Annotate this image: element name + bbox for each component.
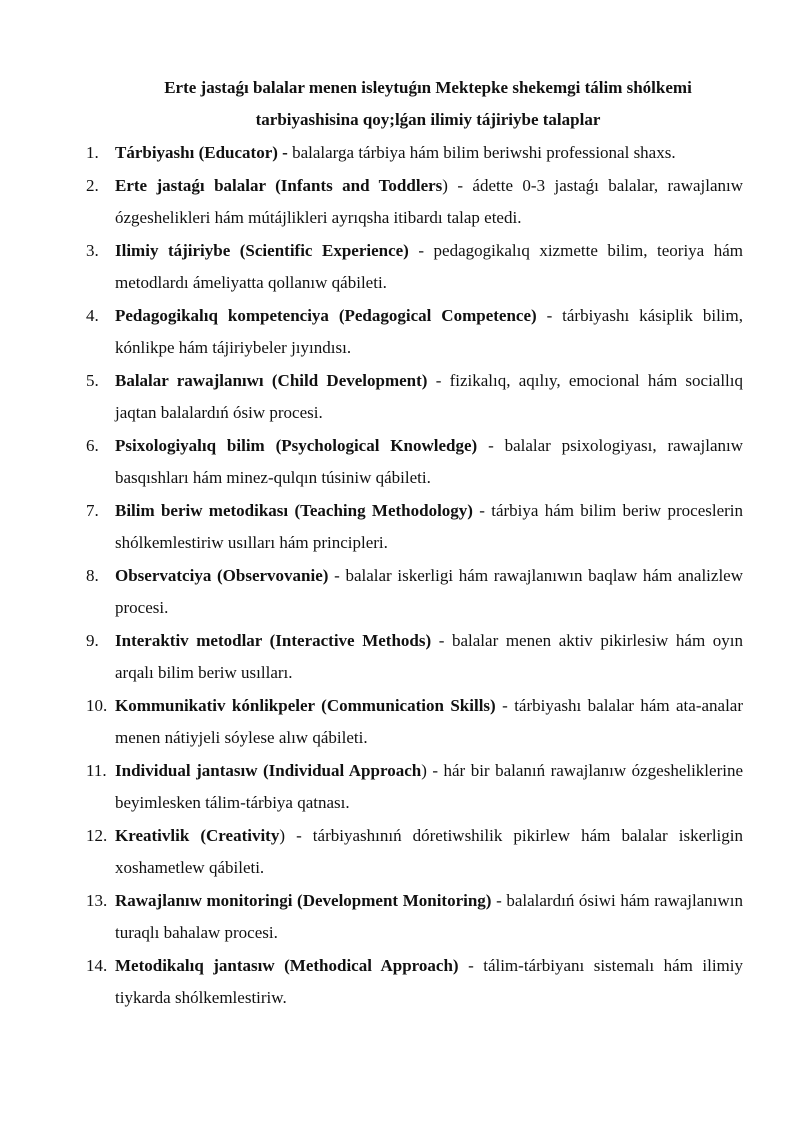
item-term: Observatciya (Observovanie) (115, 566, 329, 585)
item-term: Metodikalıq jantasıw (Methodical Approach) (115, 956, 459, 975)
list-item (0, 885, 743, 949)
item-number: 2. (86, 176, 99, 195)
item-number: 12. (86, 826, 108, 845)
item-definition: - tárbiya hám bilim beriw proceslerin shólkemlestiriw usılları hám principleri. (115, 501, 744, 552)
item-term: Bilim beriw metodikası (Teaching Methodology) (115, 501, 473, 520)
item-number: 8. (86, 566, 99, 585)
list-item (0, 560, 743, 624)
item-number: 10. (86, 696, 108, 715)
item-term: Rawajlanıw monitoringi (Development Monitoring) (115, 891, 492, 910)
item-number: 5. (86, 371, 99, 390)
title-line-2: tarbiyashisina qoy;lǵan ilimiy tájiriybe talaplar (255, 110, 601, 129)
list-item (0, 300, 743, 364)
item-definition: balalarga tárbiya hám bilim beriwshi professional shaxs. (287, 143, 676, 162)
item-term: Erte jastaǵı balalar (Infants and Toddlers (115, 176, 443, 195)
item-term: Individual jantasıw (Individual Approach (115, 761, 422, 780)
item-definition: ) - hár bir balanıń rawajlanıw ózgesheliklerine beyimlesken tálim-tárbiya qatnası. (115, 761, 744, 812)
item-term: Kommunikativ kónlikpeler (Communication Skills) (115, 696, 496, 715)
item-definition: - balalar psixologiyası, rawajlanıw basqıshları hám minez-qulqın túsiniw qábileti. (115, 436, 743, 487)
item-number: 7. (86, 501, 99, 520)
item-number: 9. (86, 631, 99, 650)
document-title (112, 72, 744, 136)
list-item (0, 137, 743, 169)
list-item (0, 755, 743, 819)
item-definition: - tálim-tárbiyanı sistemalı hám ilimiy tiykarda shólkemlestiriw. (115, 956, 743, 1007)
title-line-1: Erte jastaǵı balalar menen isleytuǵın Mektepke shekemgi tálim shólkemi (164, 78, 692, 97)
item-number: 14. (86, 956, 108, 975)
item-term: Balalar rawajlanıwı (Child Development) (115, 371, 428, 390)
item-definition: - balalar menen aktiv pikirlesiw hám oyın arqalı bilim beriw usılları. (115, 631, 744, 682)
item-definition: ) - tárbiyashınıń dóretiwshilik pikirlew hám balalar iskerligin xoshametlew qábileti. (115, 826, 743, 877)
item-number: 13. (86, 891, 108, 910)
item-term: Interaktiv metodlar (Interactive Methods) (115, 631, 432, 650)
list-item (0, 235, 743, 299)
item-term: Kreativlik (Creativity (115, 826, 280, 845)
list-item (0, 365, 743, 429)
item-definition: - balalar iskerligi hám rawajlanıwın baqlaw hám analizlew procesi. (115, 566, 744, 617)
item-number: 6. (86, 436, 99, 455)
item-number: 3. (86, 241, 99, 260)
list-item (0, 690, 743, 754)
item-definition: - balalardıń ósiwi hám rawajlanıwın turaqlı bahalaw procesi. (115, 891, 743, 942)
item-number: 4. (86, 306, 99, 325)
item-definition: - tárbiyashı balalar hám ata-analar menen nátiyjeli sóylese alıw qábileti. (115, 696, 743, 747)
list-item (0, 430, 743, 494)
item-number: 1. (86, 143, 99, 162)
item-term: Ilimiy tájiriybe (Scientific Experience) (115, 241, 409, 260)
item-definition: ) - ádette 0-3 jastaǵı balalar, rawajlanıw ózgeshelikleri hám mútájlikleri ayrıqsha itibardı talap etedi. (115, 176, 744, 227)
list-item (0, 950, 743, 1014)
item-definition: - fizikalıq, aqılıy, emocional hám sociallıq jaqtan balalardıń ósiw procesi. (115, 371, 744, 422)
list-item (0, 495, 743, 559)
terms-list (0, 137, 800, 1015)
item-definition: - tárbiyashı kásiplik bilim, kónlikpe hám tájiriybeler jıyındısı. (115, 306, 743, 357)
item-term: Pedagogikalıq kompetenciya (Pedagogical Competence) (115, 306, 537, 325)
item-term: Psixologiyalıq bilim (Psychological Knowledge) (115, 436, 478, 455)
item-definition: - pedagogikalıq xizmette bilim, teoriya hám metodlardı ámeliyatta qollanıw qábileti. (115, 241, 743, 292)
list-item (0, 820, 743, 884)
list-item (0, 170, 743, 234)
item-number: 11. (86, 761, 107, 780)
item-term: Tárbiyashı (Educator) - (115, 143, 288, 162)
list-item (0, 625, 743, 689)
